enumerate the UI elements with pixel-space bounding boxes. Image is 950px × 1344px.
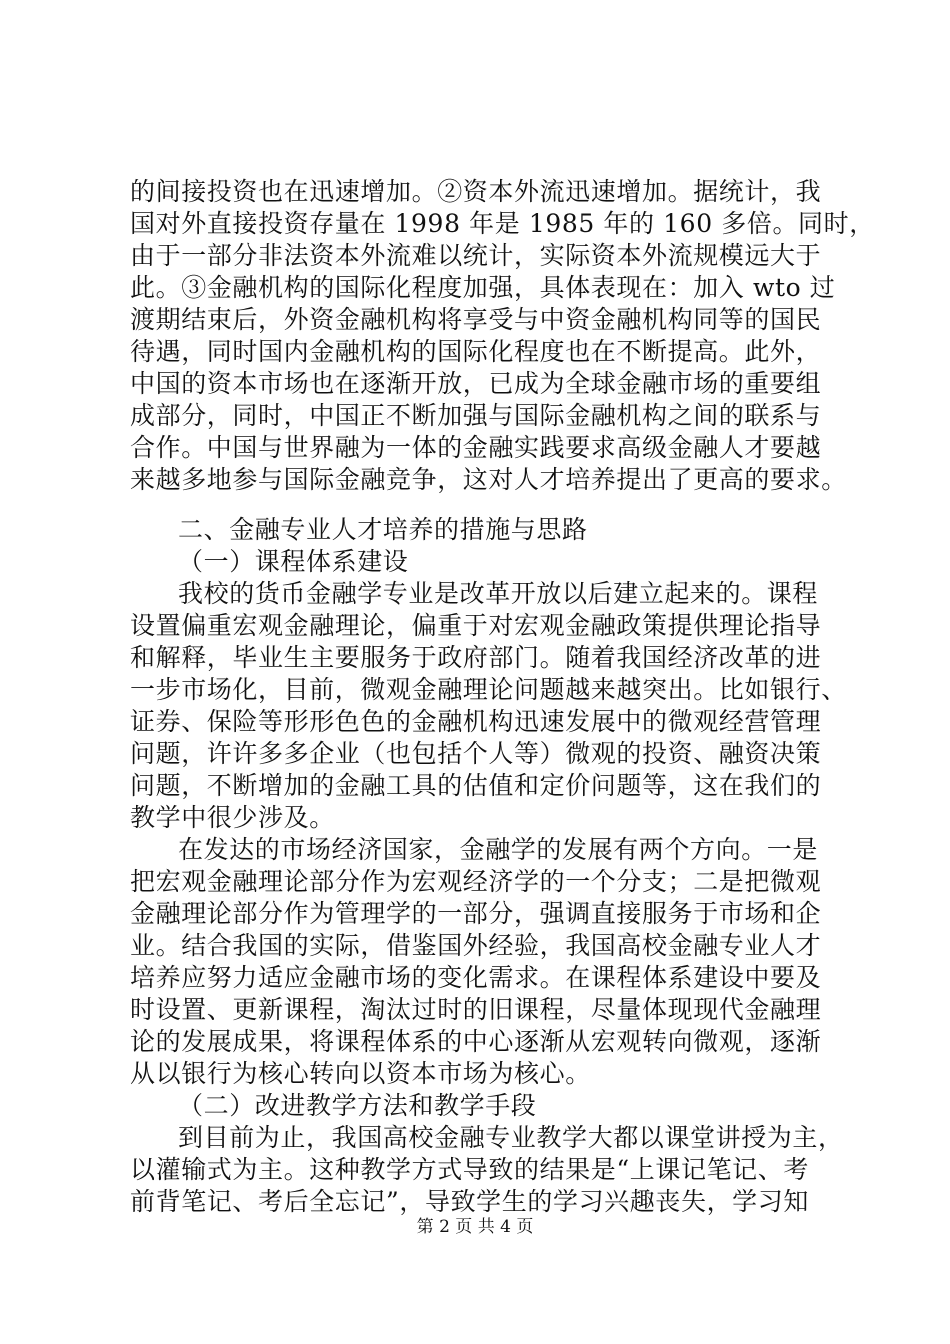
text-line: 从以银行为核心转向以资本市场为核心。	[130, 1059, 591, 1088]
text-line: 由于一部分非法资本外流难以统计，实际资本外流规模远大于	[130, 241, 822, 270]
text-line: 此。③金融机构的国际化程度加强，具体表现在：加入 wto 过	[130, 273, 836, 302]
text-line: 金融理论部分作为管理学的一部分，强调直接服务于市场和企	[130, 899, 822, 928]
text-line: 以灌输式为主。这种教学方式导致的结果是“上课记笔记、考	[130, 1155, 809, 1184]
text-line: 和解释，毕业生主要服务于政府部门。随着我国经济改革的进	[130, 643, 822, 672]
text-line: 论的发展成果，将课程体系的中心逐渐从宏观转向微观，逐渐	[130, 1027, 822, 1056]
text-line: 中国的资本市场也在逐渐开放，已成为全球金融市场的重要组	[130, 369, 822, 398]
text-line: 来越多地参与国际金融竞争，这对人才培养提出了更高的要求。	[130, 465, 847, 494]
text-line: 问题，许许多多企业（也包括个人等）微观的投资、融资决策	[130, 739, 822, 768]
text-line: 时设置、更新课程，淘汰过时的旧课程，尽量体现现代金融理	[130, 995, 822, 1024]
text-line: 到目前为止，我国高校金融专业教学大都以课堂讲授为主，	[178, 1123, 844, 1152]
text-line: 业。结合我国的实际，借鉴国外经验，我国高校金融专业人才	[130, 931, 822, 960]
subsection-heading: （一）课程体系建设	[178, 547, 409, 576]
text-line: 渡期结束后，外资金融机构将享受与中资金融机构同等的国民	[130, 305, 822, 334]
section-heading: 二、金融专业人才培养的措施与思路	[178, 515, 588, 544]
text-line: 的间接投资也在迅速增加。②资本外流迅速增加。据统计，我	[130, 177, 822, 206]
text-line: 一步市场化，目前，微观金融理论问题越来越突出。比如银行、	[130, 675, 847, 704]
text-line: 待遇，同时国内金融机构的国际化程度也在不断提高。此外，	[130, 337, 822, 366]
text-line: 设置偏重宏观金融理论，偏重于对宏观金融政策提供理论指导	[130, 611, 822, 640]
text-line: 国对外直接投资存量在 1998 年是 1985 年的 160 多倍。同时，	[130, 209, 875, 238]
text-line: 我校的货币金融学专业是改革开放以后建立起来的。课程	[178, 579, 819, 608]
text-line: 前背笔记、考后全忘记”，导致学生的学习兴趣丧失，学习知	[130, 1187, 809, 1216]
text-line: 问题，不断增加的金融工具的估值和定价问题等，这在我们的	[130, 771, 822, 800]
text-line: 把宏观金融理论部分作为宏观经济学的一个分支；二是把微观	[130, 867, 822, 896]
text-line: 教学中很少涉及。	[130, 803, 335, 832]
text-line: 培养应努力适应金融市场的变化需求。在课程体系建设中要及	[130, 963, 822, 992]
text-line: 合作。中国与世界融为一体的金融实践要求高级金融人才要越	[130, 433, 822, 462]
page-footer: 第 2 页 共 4 页	[416, 1217, 534, 1237]
text-line: 成部分，同时，中国正不断加强与国际金融机构之间的联系与	[130, 401, 822, 430]
subsection-heading: （二）改进教学方法和教学手段	[178, 1091, 537, 1120]
text-line: 在发达的市场经济国家，金融学的发展有两个方向。一是	[178, 835, 819, 864]
text-line: 证券、保险等形形色色的金融机构迅速发展中的微观经营管理	[130, 707, 822, 736]
